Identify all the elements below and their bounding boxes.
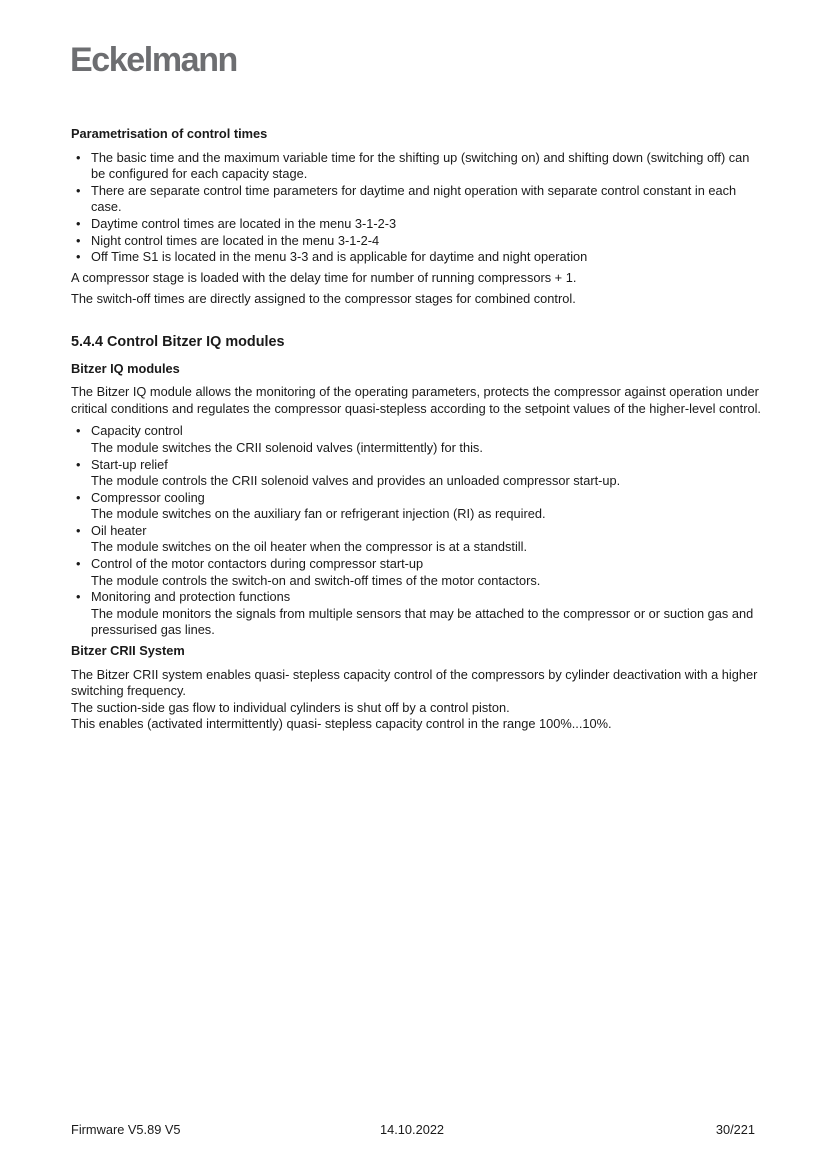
list-item [71, 556, 761, 589]
list-item: • Night control times are located in the menu 3-1-2-4 [71, 233, 761, 250]
bitzer-functions-list [71, 423, 761, 639]
subheading-bitzer-crii: Bitzer CRII System [71, 643, 185, 659]
list-item-desc: The module switches the CRII solenoid valves (intermittently) for this. [91, 439, 483, 455]
list-item [71, 589, 761, 639]
paragraph-bitzer-intro: The Bitzer IQ module allows the monitoring of the operating parameters, protects the compressor against operation under critical conditions and regulates the compressor quasi-stepless according to the setpoint values of the higher-level control. [71, 384, 761, 416]
subheading-bitzer-iq-modules: Bitzer IQ modules [71, 360, 180, 376]
list-item [71, 423, 761, 456]
list-item [71, 490, 761, 523]
list-item-title: • Control of the motor contactors during compressor start-up [91, 556, 424, 572]
section-heading-bitzer-iq: 5.4.4 Control Bitzer IQ modules [71, 333, 285, 350]
list-item: • Off Time S1 is located in the menu 3-3 and is applicable for daytime and night operation [71, 249, 761, 266]
control-times-list [71, 150, 761, 266]
list-item-title: • Start-up relief [91, 456, 168, 472]
list-item-desc: The module monitors the signals from multiple sensors that may be attached to the compressor or or suction gas and pressurised gas lines. [91, 605, 754, 638]
list-item-title: • Compressor cooling [91, 489, 205, 505]
list-item-desc: The module controls the switch-on and switch-off times of the motor contactors. [91, 572, 541, 588]
crii-line: The Bitzer CRII system enables quasi- stepless capacity control of the compressors by cylinder deactivation with a higher switching frequency. [71, 666, 758, 699]
list-item: • The basic time and the maximum variable time for the shifting up (switching on) and shifting down (switching off) can be configured for each capacity stage. [71, 150, 761, 183]
list-item-desc: The module switches on the auxiliary fan or refrigerant injection (RI) as required. [91, 506, 546, 522]
crii-line: This enables (activated intermittently) quasi- stepless capacity control in the range 100%...10%. [71, 716, 612, 732]
footer-page-number: 30/221 [715, 1122, 755, 1137]
list-item-desc: The module controls the CRII solenoid valves and provides an unloaded compressor start-up. [91, 473, 621, 489]
paragraph-delay-time: A compressor stage is loaded with the delay time for number of running compressors + 1. [71, 269, 577, 285]
list-item-title: • Capacity control [91, 423, 183, 439]
footer-date: 14.10.2022 [380, 1122, 445, 1137]
list-item-title: • Monitoring and protection functions [91, 589, 291, 605]
list-item-desc: The module switches on the oil heater when the compressor is at a standstill. [91, 539, 528, 555]
paragraph-switch-off-times: The switch-off times are directly assigned to the compressor stages for combined control. [71, 291, 576, 307]
crii-line: The suction-side gas flow to individual cylinders is shut off by a control piston. [71, 699, 510, 715]
list-item-title: • Oil heater [91, 522, 147, 538]
eckelmann-logo: Eckelmann [70, 41, 237, 79]
list-item [71, 457, 761, 490]
page-content [71, 126, 761, 733]
section-heading-control-times: Parametrisation of control times [71, 126, 268, 141]
list-item [71, 523, 761, 556]
paragraph-crii [71, 667, 761, 733]
list-item: • Daytime control times are located in the menu 3-1-2-3 [71, 216, 761, 233]
footer-firmware-version: Firmware V5.89 V5 [71, 1122, 181, 1137]
list-item: • There are separate control time parameters for daytime and night operation with separate control constant in each case. [71, 183, 761, 216]
